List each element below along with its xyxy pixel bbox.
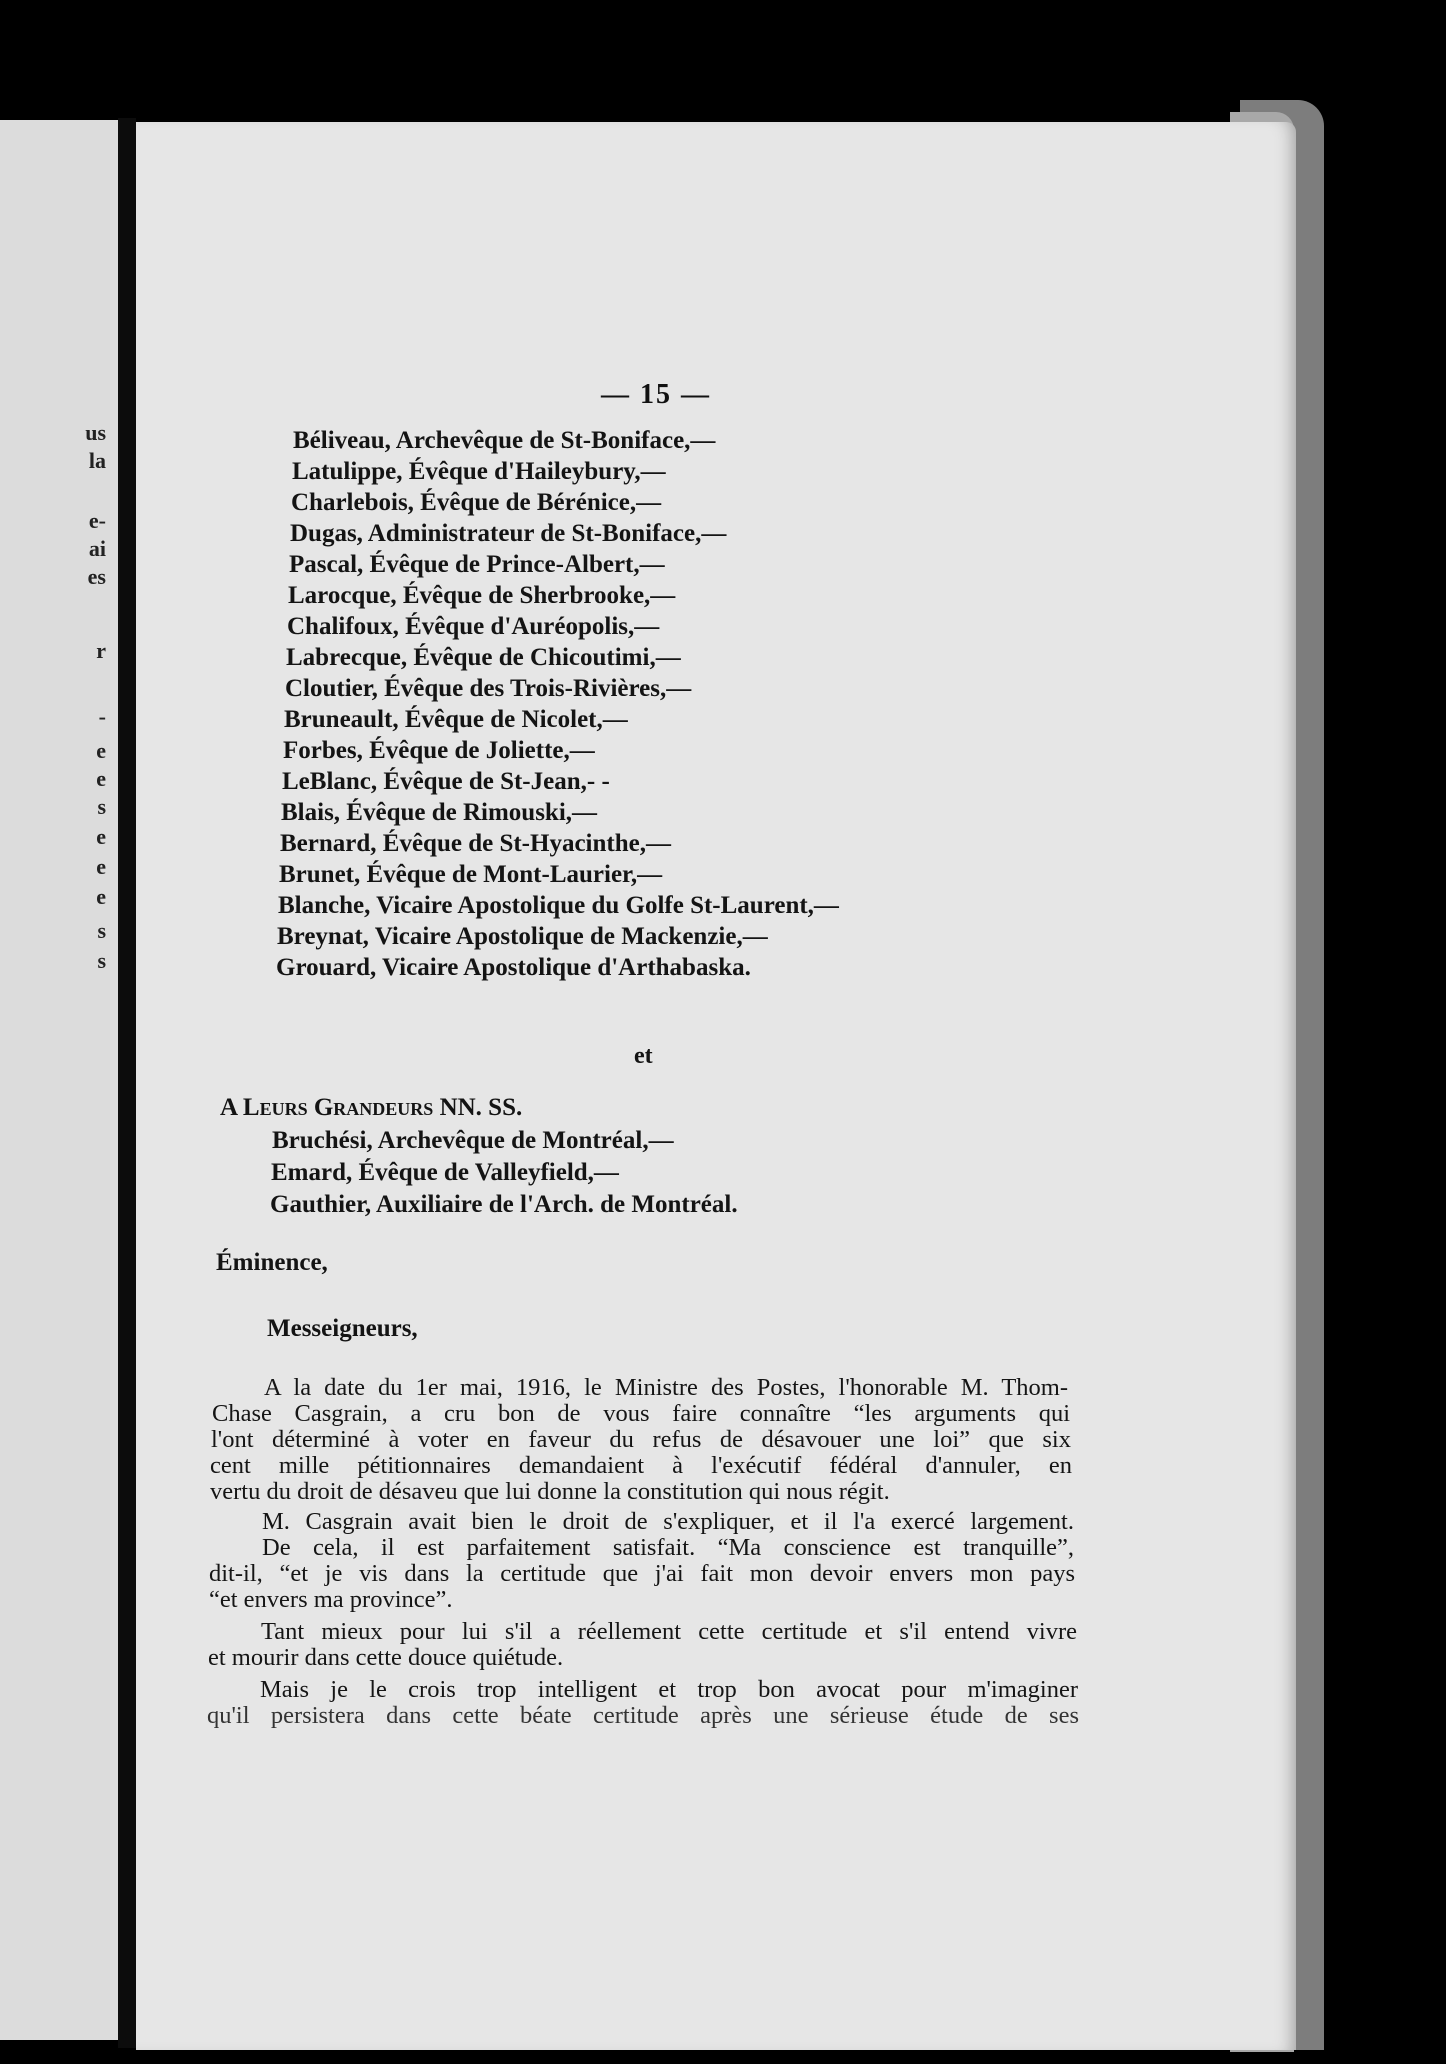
address-heading-rest: NN. SS. [439, 1094, 523, 1121]
body-line: A la date du 1er mai, 1916, le Ministre des Postes, l'honorable M. Thom- [264, 1374, 1068, 1401]
recipient-line: Larocque, Évêque de Sherbrooke,— [288, 582, 676, 609]
facing-page-fragment: e- [88, 508, 106, 533]
recipient-line: Dugas, Administrateur de St-Boniface,— [290, 520, 727, 547]
recipient-line: Latulippe, Évêque d'Haileybury,— [292, 458, 666, 485]
facing-page-fragment: e [96, 884, 106, 909]
salutation-eminence: Éminence, [216, 1249, 328, 1276]
recipient-line: Bruchési, Archevêque de Montréal,— [272, 1127, 674, 1154]
facing-page-fragment: ai [88, 536, 106, 561]
page-number: — 15 — [601, 379, 711, 410]
recipient-line: Pascal, Évêque de Prince-Albert,— [289, 551, 665, 578]
recipient-line: Breynat, Vicaire Apostolique de Mackenzie,— [277, 923, 768, 950]
body-line: cent mille pétitionnaires demandaient à l'exécutif fédéral d'annuler, en [210, 1452, 1072, 1479]
facing-page-edge [0, 120, 118, 2040]
facing-page-fragment: - [98, 704, 106, 729]
book-gutter [118, 118, 136, 2048]
facing-page-fragment: s [97, 948, 106, 973]
recipient-line: Bernard, Évêque de St-Hyacinthe,— [280, 830, 671, 857]
body-line: et mourir dans cette douce quiétude. [208, 1644, 564, 1671]
body-line: Tant mieux pour lui s'il a réellement cette certitude et s'il entend vivre [261, 1618, 1077, 1645]
facing-page-fragment: s [97, 794, 106, 819]
body-line: Chase Casgrain, a cru bon de vous faire connaître “les arguments qui [212, 1400, 1070, 1427]
facing-page-fragment: e [96, 766, 106, 791]
recipient-line: Grouard, Vicaire Apostolique d'Arthabaska. [276, 954, 751, 981]
recipient-line: Bruneault, Évêque de Nicolet,— [284, 706, 628, 733]
recipient-line: LeBlanc, Évêque de St-Jean,- - [282, 768, 610, 795]
body-line: qu'il persistera dans cette béate certitude après une sérieuse étude de ses [207, 1702, 1079, 1729]
body-line: “et envers ma province”. [209, 1586, 453, 1613]
body-line: M. Casgrain avait bien le droit de s'expliquer, et il l'a exercé largement. [262, 1508, 1074, 1535]
recipient-line: Brunet, Évêque de Mont-Laurier,— [279, 861, 663, 888]
body-line: dit-il, “et je vis dans la certitude que j'ai fait mon devoir envers mon pays [209, 1560, 1075, 1587]
facing-page-fragment: s [97, 918, 106, 943]
body-line: l'ont déterminé à voter en faveur du refus de désavouer une loi” que six [211, 1426, 1071, 1453]
recipient-line: Emard, Évêque de Valleyfield,— [271, 1159, 619, 1186]
facing-page-fragment: r [96, 638, 106, 663]
recipient-line: Blais, Évêque de Rimouski,— [281, 799, 598, 826]
salutation-messeigneurs: Messeigneurs, [267, 1315, 418, 1342]
recipient-line: Gauthier, Auxiliaire de l'Arch. de Montréal. [270, 1191, 738, 1218]
body-line: De cela, il est parfaitement satisfait. “Ma conscience est tranquille”, [262, 1534, 1074, 1561]
conjunction-et: et [634, 1043, 653, 1069]
document-page [136, 122, 1296, 2050]
facing-page-fragment: e [96, 738, 106, 763]
facing-page-fragment: la [88, 448, 106, 473]
facing-page-fragment: e [96, 854, 106, 879]
recipient-line: Charlebois, Évêque de Bérénice,— [291, 489, 662, 516]
body-line: vertu du droit de désaveu que lui donne la constitution qui nous régit. [210, 1478, 890, 1505]
address-heading-smallcaps: A Leurs Grandeurs [220, 1094, 434, 1121]
body-line: Mais je le crois trop intelligent et trop bon avocat pour m'imaginer [260, 1676, 1078, 1703]
facing-page-fragment: es [87, 564, 106, 589]
recipient-line: Chalifoux, Évêque d'Auréopolis,— [287, 613, 660, 640]
recipient-line: Blanche, Vicaire Apostolique du Golfe St-Laurent,— [278, 892, 839, 919]
facing-page-fragment: us [85, 420, 106, 445]
facing-page-fragment: e [96, 824, 106, 849]
recipient-line: Béliveau, Archevêque de St-Boniface,— [293, 427, 716, 454]
address-heading [220, 1095, 522, 1120]
recipient-line: Forbes, Évêque de Joliette,— [283, 737, 595, 764]
recipient-line: Labrecque, Évêque de Chicoutimi,— [286, 644, 681, 671]
recipient-line: Cloutier, Évêque des Trois-Rivières,— [285, 675, 692, 702]
